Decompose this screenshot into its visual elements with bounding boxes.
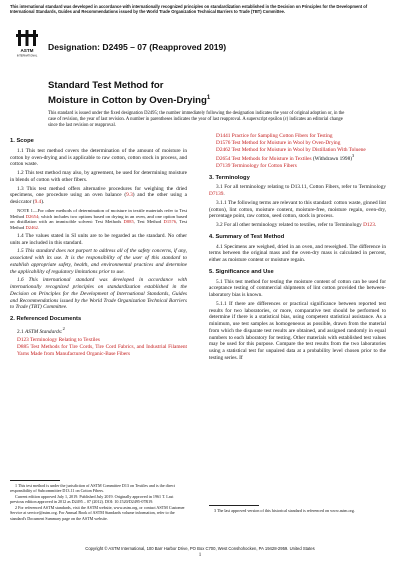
link-section-9-3[interactable]: 9.3 (126, 192, 133, 199)
logo-text: INTERNATIONAL (16, 54, 38, 58)
paragraph-1-1: 1.1 This test method covers the determination of the amount of moisture in cotton by oven-drying and is applicable to raw cotton, cotton stock in process, and cotton waste. (10, 147, 187, 168)
link-d123-terminology[interactable]: D123 (363, 222, 375, 229)
link-d885-ref[interactable]: D885 (17, 344, 29, 351)
section-heading-referenced-documents: 2. Referenced Documents (10, 316, 82, 323)
reference-d885: D885 Test Methods for Tire Cords, Tire Cord Fabrics, and Industrial Filament Yarns Made from Manufactured Organic-Base Fibers (17, 344, 187, 357)
paragraph-1-3: 1.3 This test method offers alternative procedures for weighing the dried specimens, one procedure using an oven balance (9.3) and the other using a desiccator (9.4). (10, 185, 187, 205)
reference-d123: D123 Terminology Relating to Textiles (17, 337, 100, 344)
paragraph-3-1: 3.1 For all terminology relating to D13.11, Cotton Fibers, refer to Terminology D7139. (209, 184, 386, 198)
title-line-1: Standard Test Method for (48, 80, 164, 91)
link-d885[interactable]: D885 (123, 219, 134, 225)
section-heading-scope: 1. Scope (10, 138, 34, 144)
issuance-note: This standard is issued under the fixed designation D2495; the number immediately following the designation indicates the year of original adoption or, in the case of revision, the year of last revision. A number in parentheses indicates the year of last reapproval. A superscript epsilon (ε) indicates an editorial change since the last revision or reapproval. (48, 111, 345, 128)
paragraph-4-1: 4.1 Specimens are weighed, dried in an oven, and reweighed. The difference in terms between the original mass and the oven-dry mass is calculated in percent, either as moisture content or moisture regain. (209, 243, 386, 264)
footnotes-right (209, 505, 386, 514)
astm-logo-icon (14, 28, 40, 58)
link-d1576[interactable]: D1576 (163, 219, 177, 225)
paragraph-2-1: 2.1 ASTM Standards:$^2$ (17, 325, 65, 335)
title-line-2: Moisture in Cotton by Oven-Drying$^1$ (48, 95, 211, 107)
paragraph-1-6: 1.6 This international standard was developed in accordance with internationally recognized principles on standardization established in the Decision on Principles for the Development of International Standards, Guides and Recommendations issued by the World Trade Organization Technical Barriers to Trade (TBT) Committee. (10, 277, 187, 311)
reference-d2462: D2462 Test Method for Moisture in Wool by Distillation With Toluene (216, 146, 366, 153)
reference-d1576: D1576 Test Method for Moisture in Wool by Oven-Drying (216, 139, 341, 146)
section-heading-significance: 5. Significance and Use (209, 268, 274, 275)
title-footnote-marker: 1 (206, 95, 211, 101)
right-column (209, 133, 386, 364)
paragraph-1-5: 1.5 This standard does not purport to address all of the safety concerns, if any, associated with its use. It is the responsibility of the user of this standard to establish appropriate safety, health, and environmental practices and determine the applicability of regulatory limitations prior to use. (10, 248, 187, 275)
paragraph-1-4: 1.4 The values stated in SI units are to be regarded as the standard. No other units are included in this standard. (10, 232, 187, 246)
reference-d2654: D2654 Test Methods for Moisture in Textiles (Withdrawn 1998)$^3$ (216, 153, 355, 163)
copyright-line: Copyright © ASTM International, 100 Barr Harbor Drive, PO Box C700, West Conshohocken, PA 19428-2959. United States (85, 546, 315, 551)
link-d1441[interactable]: D1441 (216, 133, 231, 139)
link-d2654-ref[interactable]: D2654 (216, 156, 231, 163)
paragraph-3-1-1: 3.1.1 The following terms are relevant to this standard: cotton waste, ginned lint (cotton), lint cotton, moisture content, moisture-free, moisture regain, oven-dry, percentage point, raw cotton, seed cotton, stock in process. (209, 199, 386, 220)
link-d7139[interactable]: D7139 (216, 162, 231, 169)
designation: Designation: D2495 – 07 (Reapproved 2019) (48, 42, 227, 52)
paragraph-5-1: 5.1 This test method for testing the moisture content of cotton can be used for acceptance testing of commercial shipments of lint cotton provided the between-laboratory bias is known. (209, 278, 386, 299)
footnote-3: 3 The last approved version of this historical standard is referenced on www.astm.org. (214, 508, 355, 513)
link-d2462[interactable]: D2462 (25, 225, 38, 231)
reference-d1441: D1441 Practice for Sampling Cotton Fibers for Testing (216, 133, 333, 139)
link-d2462-ref[interactable]: D2462 (216, 146, 231, 153)
link-d7139-terminology[interactable]: D7139 (209, 191, 224, 198)
page-number: 1 (198, 553, 202, 558)
svg-text:ASTM: ASTM (20, 48, 34, 53)
paragraph-3-2: 3.2 For all other terminology related to textiles, refer to Terminology D123. (216, 222, 377, 229)
link-section-9-4[interactable]: 9.4 (34, 199, 42, 205)
footnote-divider-right (209, 505, 259, 506)
footnote-2: 2 For referenced ASTM standards, visit the ASTM website, www.astm.org, or contact ASTM Customer Service at service@astm.org. For Annual Book of ASTM Standards volume information, refer to the standard's Document Summary page on the ASTM website. (10, 505, 185, 521)
document-title (48, 80, 368, 107)
section-heading-terminology: 3. Terminology (209, 174, 250, 181)
reference-d7139: D7139 Terminology for Cotton Fibers (216, 162, 297, 169)
link-d123[interactable]: D123 (17, 337, 29, 344)
footnotes-left (10, 480, 187, 522)
link-d1576-ref[interactable]: D1576 (216, 139, 231, 146)
paragraph-1-2: 1.2 This test method may also, by agreement, be used for determining moisture in blends of cotton with other fibers. (10, 170, 187, 183)
note-1: NOTE 1—For other methods of determination of moisture in textile materials refer to Test Method D2654; which includes two options based on drying in an oven, and one option based on distillation with an immiscible solvent: Test Methods D885, Test Method D1576, Test Method D2462. (10, 207, 187, 231)
paragraph-5-1-1: 5.1.1 If there are differences or practical significance between reported test results for two laboratories, or more, comparative test should be performed to determine if there is a statistical bias, using competent statistical assistance. As a minimum, use test samples as homogeneous as possible, drawn from the material from which the disparate test results are obtained, and assigned randomly in equal numbers to each laboratory for testing. Other materials with established test values may be used for this purpose. Compare the test results from the two laboratories using a statistical test for unpaired data at a probability level chosen prior to the testing series. If (209, 300, 386, 361)
footnote-1: 1 This test method is under the jurisdiction of ASTM Committee D13 on Textiles and is the direct responsibility of Subcommittee D13.11 on Cotton Fibers. (10, 483, 175, 494)
footnote-divider (10, 480, 60, 481)
international-standard-notice: This international standard was developed in accordance with internationally recognized principles on standardization established in the Decision on Principles for the Development of International Standards, Guides and Recommendations issued by the World Trade Organization Technical Barriers to Trade (TBT) Committee. (10, 4, 368, 14)
footnote-1-continued: Current edition approved July 1, 2019. Published July 2019. Originally approved in 1961 T. Last previous edition approved in 2012 as D2495 – 07 (2012). DOI: 10.1520/D2495-07R19. (10, 494, 174, 505)
section-heading-summary: 4. Summary of Test Method (209, 233, 285, 240)
left-column (10, 133, 187, 358)
link-d2654[interactable]: D2654 (25, 213, 39, 219)
